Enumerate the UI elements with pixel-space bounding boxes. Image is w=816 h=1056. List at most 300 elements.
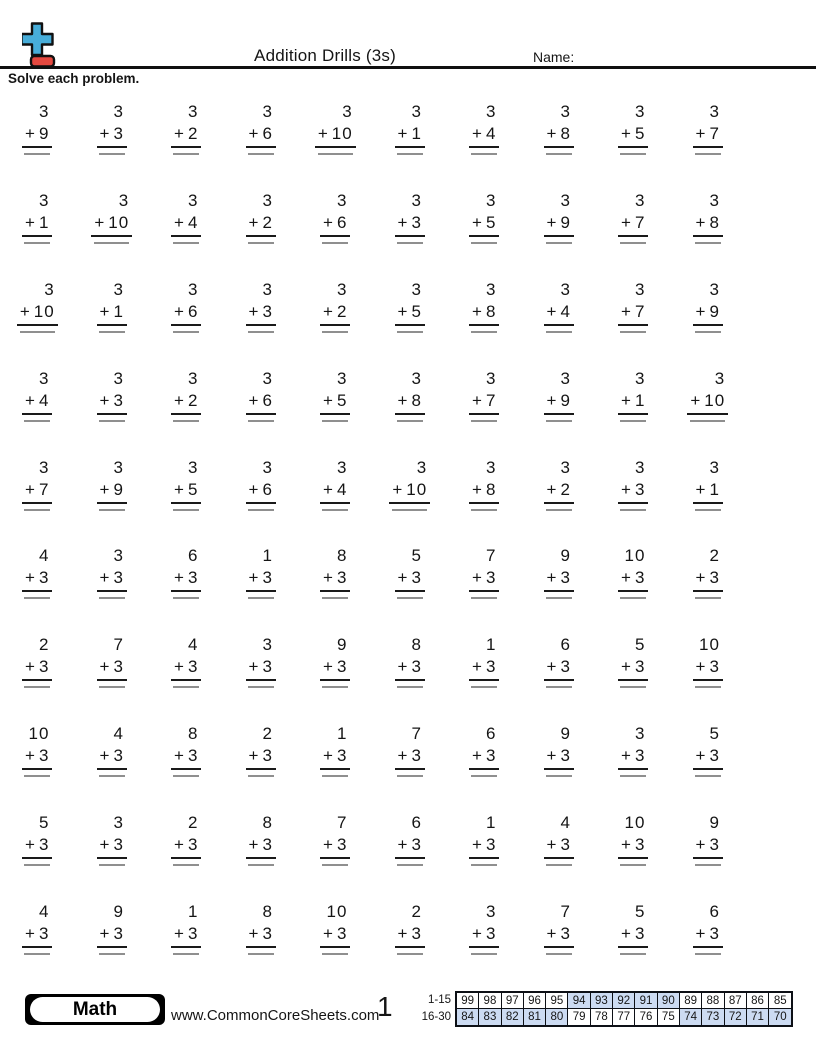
problem-cell	[544, 723, 574, 777]
answer-line	[173, 597, 199, 599]
bottom-operand: 3	[634, 835, 646, 855]
bottom-operand: 3	[336, 835, 348, 855]
score-cell: 86	[747, 993, 769, 1009]
bottom-operand-row	[618, 212, 648, 237]
plus-operator: +	[19, 301, 31, 321]
bottom-operand-row	[618, 923, 648, 948]
top-operand: 2	[187, 813, 199, 833]
bottom-operand: 5	[634, 124, 646, 143]
addition-problem	[693, 634, 723, 688]
bottom-operand: 3	[485, 924, 497, 944]
plus-operator: +	[248, 924, 260, 944]
bottom-operand: 3	[187, 835, 199, 855]
bottom-operand: 3	[262, 568, 273, 588]
bottom-operand-row	[97, 745, 127, 770]
top-operand: 10	[28, 724, 50, 744]
top-operand: 8	[336, 546, 348, 566]
score-cell: 70	[769, 1009, 791, 1025]
top-operand: 7	[113, 635, 124, 655]
plus-operator: +	[472, 390, 483, 410]
bottom-operand: 8	[709, 212, 720, 232]
top-operand: 3	[262, 457, 273, 477]
score-cell: 80	[546, 1009, 568, 1025]
problem-cell	[320, 190, 350, 244]
plus-operator: +	[94, 212, 106, 232]
top-operand: 3	[560, 457, 571, 477]
bottom-operand: 5	[411, 301, 422, 321]
bottom-operand: 10	[704, 390, 726, 410]
top-operand: 3	[44, 279, 55, 299]
bottom-operand-row	[320, 745, 350, 770]
problem-cell	[395, 634, 425, 688]
score-cell: 90	[658, 993, 680, 1009]
addition-problem	[97, 545, 127, 599]
bottom-operand-row	[544, 301, 574, 326]
plus-operator: +	[174, 212, 185, 232]
top-operand: 3	[113, 368, 124, 388]
plus-operator: +	[323, 924, 334, 944]
bottom-operand-row	[320, 301, 350, 326]
bottom-operand-row	[320, 479, 350, 504]
problem-cell	[544, 279, 574, 333]
bottom-operand-row	[320, 834, 350, 859]
addition-problem	[693, 812, 723, 866]
bottom-operand: 3	[187, 568, 199, 588]
problem-cell	[320, 457, 350, 511]
problem-cell	[22, 723, 52, 777]
bottom-operand-row	[618, 567, 648, 592]
bottom-operand: 9	[113, 479, 124, 499]
answer-line	[24, 420, 50, 422]
bottom-operand-row	[171, 212, 201, 237]
score-cell: 84	[457, 1009, 479, 1025]
problem-cell	[618, 812, 648, 866]
plus-operator: +	[695, 124, 707, 143]
top-operand: 7	[560, 902, 571, 922]
bottom-operand-row	[22, 123, 52, 148]
addition-problem	[320, 812, 350, 866]
bottom-operand-row	[246, 123, 276, 148]
bottom-operand-row	[618, 301, 648, 326]
problem-cell	[22, 190, 52, 244]
score-cell: 94	[568, 993, 590, 1009]
plus-operator: +	[546, 835, 558, 855]
addition-problem	[246, 368, 276, 422]
problem-cell	[469, 279, 499, 333]
bottom-operand: 3	[113, 124, 124, 143]
bottom-operand: 3	[336, 924, 348, 944]
top-operand: 3	[709, 279, 720, 299]
bottom-operand-row	[618, 123, 648, 148]
problem-cell	[469, 812, 499, 866]
addition-problem	[97, 901, 127, 955]
addition-problem	[246, 634, 276, 688]
plus-operator: +	[695, 835, 707, 855]
plus-operator: +	[621, 924, 632, 944]
top-operand: 3	[38, 368, 50, 388]
problem-cell	[395, 368, 425, 422]
plus-operator: +	[621, 390, 632, 410]
problem-cell	[246, 101, 276, 155]
top-operand: 3	[709, 102, 720, 121]
answer-line	[695, 686, 721, 688]
addition-problem	[618, 101, 648, 155]
bottom-operand-row	[171, 745, 201, 770]
answer-line	[690, 420, 725, 422]
top-operand: 6	[187, 546, 199, 566]
header-divider	[0, 66, 816, 69]
problem-cell	[544, 545, 574, 599]
bottom-operand-row	[544, 567, 574, 592]
addition-problem	[320, 723, 350, 777]
answer-line	[695, 331, 721, 333]
bottom-operand: 7	[38, 479, 50, 499]
plus-operator: +	[174, 479, 185, 499]
top-operand: 6	[411, 813, 422, 833]
bottom-operand-row	[395, 656, 425, 681]
addition-problem	[246, 279, 276, 333]
addition-problem	[618, 279, 648, 333]
worksheet-title: Addition Drills (3s)	[254, 46, 396, 65]
bottom-operand-row	[246, 745, 276, 770]
problem-cell	[171, 368, 201, 422]
plus-operator: +	[174, 746, 185, 766]
bottom-operand-row	[469, 212, 499, 237]
addition-problem	[544, 190, 574, 244]
answer-line	[20, 331, 55, 333]
plus-operator: +	[472, 124, 483, 143]
answer-line	[397, 953, 423, 955]
plus-operator: +	[99, 390, 111, 410]
bottom-operand: 8	[560, 124, 571, 143]
problem-cell	[22, 812, 52, 866]
problem-cell	[693, 634, 723, 688]
bottom-operand: 3	[38, 568, 50, 588]
top-operand: 10	[326, 902, 348, 922]
bottom-operand-row	[693, 567, 723, 592]
answer-line	[173, 331, 199, 333]
top-operand: 6	[485, 724, 497, 744]
bottom-operand: 7	[634, 212, 646, 232]
answer-line	[695, 953, 721, 955]
answer-line	[322, 953, 348, 955]
answer-line	[322, 509, 348, 511]
bottom-operand-row	[246, 390, 276, 415]
bottom-operand-row	[171, 834, 201, 859]
top-operand: 3	[634, 457, 646, 477]
math-badge	[25, 994, 165, 1025]
answer-line	[471, 331, 497, 333]
top-operand: 3	[411, 102, 422, 121]
bottom-operand-row	[97, 834, 127, 859]
top-operand: 9	[560, 724, 571, 744]
bottom-operand-row	[693, 834, 723, 859]
top-operand: 3	[187, 190, 199, 210]
problem-cell	[693, 190, 723, 244]
score-cell: 71	[747, 1009, 769, 1025]
top-operand: 6	[560, 635, 571, 655]
plus-operator: +	[99, 746, 111, 766]
answer-line	[24, 597, 50, 599]
bottom-operand-row	[693, 212, 723, 237]
answer-line	[99, 153, 125, 155]
addition-problem	[618, 812, 648, 866]
addition-problem	[469, 812, 499, 866]
top-operand: 5	[411, 546, 422, 566]
plus-operator: +	[397, 746, 409, 766]
addition-problem	[693, 545, 723, 599]
problem-cell	[618, 723, 648, 777]
answer-line	[397, 153, 423, 155]
bottom-operand: 3	[113, 835, 124, 855]
plus-operator: +	[472, 301, 483, 321]
bottom-operand-row	[22, 656, 52, 681]
bottom-operand: 6	[262, 479, 273, 499]
addition-problem	[320, 545, 350, 599]
bottom-operand: 3	[634, 746, 646, 766]
addition-problem	[246, 545, 276, 599]
addition-problem	[469, 545, 499, 599]
addition-problem	[469, 101, 499, 155]
bottom-operand: 3	[560, 657, 571, 677]
plus-operator: +	[174, 124, 185, 143]
bottom-operand-row	[171, 301, 201, 326]
bottom-operand: 3	[411, 746, 422, 766]
addition-problem	[544, 812, 574, 866]
answer-line	[620, 331, 646, 333]
bottom-operand-row	[469, 301, 499, 326]
top-operand: 9	[113, 902, 124, 922]
bottom-operand: 4	[485, 124, 497, 143]
bottom-operand: 2	[187, 390, 199, 410]
top-operand: 3	[560, 190, 571, 210]
top-operand: 5	[709, 724, 720, 744]
answer-line	[620, 153, 646, 155]
bottom-operand-row	[97, 123, 127, 148]
addition-problem	[246, 190, 276, 244]
addition-problem	[171, 545, 201, 599]
problem-cell	[171, 457, 201, 511]
addition-problem	[469, 723, 499, 777]
addition-problem	[246, 457, 276, 511]
plus-operator: +	[99, 924, 111, 944]
top-operand: 1	[262, 546, 273, 566]
plus-operator: +	[248, 479, 260, 499]
answer-line	[471, 775, 497, 777]
plus-operator: +	[621, 746, 632, 766]
top-operand: 3	[187, 457, 199, 477]
bottom-operand-row	[97, 301, 127, 326]
answer-line	[248, 953, 274, 955]
plus-operator: +	[174, 835, 185, 855]
score-table	[455, 991, 793, 1027]
top-operand: 10	[624, 813, 646, 833]
addition-problem	[246, 101, 276, 155]
bottom-operand: 1	[709, 479, 720, 499]
problem-cell	[97, 723, 127, 777]
problem-cell	[171, 901, 201, 955]
plus-operator: +	[25, 124, 36, 143]
answer-line	[695, 597, 721, 599]
bottom-operand: 3	[38, 924, 50, 944]
problem-cell	[320, 634, 350, 688]
problem-cell	[693, 457, 723, 511]
plus-operator: +	[25, 746, 36, 766]
problem-cell	[687, 368, 728, 422]
answer-line	[322, 864, 348, 866]
answer-line	[471, 153, 497, 155]
plus-operator: +	[621, 124, 632, 143]
answer-line	[471, 242, 497, 244]
score-range-row2: 16-30	[421, 1010, 451, 1023]
bottom-operand: 9	[560, 212, 571, 232]
problem-cell	[618, 901, 648, 955]
answer-line	[322, 775, 348, 777]
answer-line	[471, 864, 497, 866]
website-url: www.CommonCoreSheets.com	[171, 1007, 380, 1024]
addition-problem	[693, 723, 723, 777]
addition-problem	[618, 545, 648, 599]
plus-operator: +	[397, 212, 409, 232]
answer-line	[24, 775, 50, 777]
bottom-operand-row	[618, 479, 648, 504]
plus-operator: +	[174, 568, 185, 588]
answer-line	[173, 953, 199, 955]
answer-line	[173, 686, 199, 688]
plus-operator: +	[546, 212, 558, 232]
score-cell: 78	[591, 1009, 613, 1025]
bottom-operand-row	[469, 923, 499, 948]
addition-problem	[171, 279, 201, 333]
top-operand: 3	[714, 368, 726, 388]
top-operand: 2	[709, 546, 720, 566]
answer-line	[173, 420, 199, 422]
bottom-operand: 3	[634, 657, 646, 677]
answer-line	[620, 509, 646, 511]
bottom-operand-row	[97, 479, 127, 504]
problem-cell	[246, 190, 276, 244]
plus-operator: +	[621, 212, 632, 232]
bottom-operand-row	[171, 567, 201, 592]
addition-problem	[693, 457, 723, 511]
bottom-operand-row	[246, 834, 276, 859]
bottom-operand: 3	[560, 746, 571, 766]
bottom-operand: 3	[262, 835, 273, 855]
top-operand: 8	[411, 635, 422, 655]
bottom-operand-row	[544, 656, 574, 681]
answer-line	[24, 686, 50, 688]
score-range-labels	[400, 992, 451, 1025]
bottom-operand-row	[97, 923, 127, 948]
bottom-operand: 8	[485, 301, 497, 321]
answer-line	[173, 509, 199, 511]
addition-problem	[171, 368, 201, 422]
bottom-operand: 1	[634, 390, 646, 410]
bottom-operand-row	[320, 390, 350, 415]
addition-problem	[320, 190, 350, 244]
problem-cell	[469, 457, 499, 511]
top-operand: 9	[336, 635, 348, 655]
answer-line	[695, 153, 721, 155]
score-cell: 91	[635, 993, 657, 1009]
addition-problem	[320, 901, 350, 955]
problem-cell	[469, 634, 499, 688]
plus-operator: +	[690, 390, 702, 410]
plus-operator: +	[323, 835, 334, 855]
problem-cell	[320, 545, 350, 599]
addition-problem	[618, 457, 648, 511]
bottom-operand-row	[544, 745, 574, 770]
addition-problem	[22, 723, 52, 777]
top-operand: 3	[262, 279, 273, 299]
problem-cell	[17, 279, 58, 333]
answer-line	[322, 597, 348, 599]
addition-problem	[469, 457, 499, 511]
answer-line	[173, 775, 199, 777]
top-operand: 3	[38, 102, 50, 121]
bottom-operand: 3	[411, 568, 422, 588]
top-operand: 3	[560, 368, 571, 388]
addition-problem	[544, 457, 574, 511]
bottom-operand: 3	[38, 835, 50, 855]
answer-line	[94, 242, 129, 244]
addition-problem	[171, 190, 201, 244]
score-range-row1: 1-15	[427, 994, 451, 1006]
answer-line	[248, 775, 274, 777]
plus-operator: +	[397, 568, 409, 588]
bottom-operand: 3	[113, 924, 124, 944]
plus-operator: +	[248, 301, 260, 321]
top-operand: 3	[262, 190, 273, 210]
plus-operator: +	[248, 835, 260, 855]
problem-cell	[246, 723, 276, 777]
problem-cell	[97, 812, 127, 866]
bottom-operand-row	[395, 301, 425, 326]
bottom-operand: 6	[262, 390, 273, 410]
problem-cell	[97, 101, 127, 155]
plus-operator: +	[317, 124, 329, 143]
bottom-operand-row	[320, 656, 350, 681]
addition-problem	[171, 457, 201, 511]
plus-operator: +	[323, 746, 334, 766]
plus-operator: +	[546, 479, 558, 499]
answer-line	[248, 509, 274, 511]
plus-operator: +	[472, 835, 483, 855]
problem-cell	[320, 723, 350, 777]
plus-operator: +	[621, 568, 632, 588]
bottom-operand-row	[687, 390, 728, 415]
top-operand: 3	[342, 102, 353, 121]
bottom-operand: 3	[709, 746, 720, 766]
bottom-operand-row	[618, 390, 648, 415]
problem-cell	[618, 545, 648, 599]
plus-operator: +	[695, 924, 707, 944]
answer-line	[99, 597, 125, 599]
plus-operator: +	[99, 657, 111, 677]
addition-problem	[469, 279, 499, 333]
answer-line	[695, 775, 721, 777]
problem-cell	[618, 190, 648, 244]
bottom-operand: 1	[113, 301, 124, 321]
plus-operator: +	[695, 301, 707, 321]
bottom-operand-row	[544, 212, 574, 237]
addition-problem	[17, 279, 58, 333]
addition-problem	[97, 101, 127, 155]
problem-cell	[618, 101, 648, 155]
plus-operator: +	[397, 657, 409, 677]
answer-line	[173, 153, 199, 155]
bottom-operand: 3	[709, 657, 720, 677]
